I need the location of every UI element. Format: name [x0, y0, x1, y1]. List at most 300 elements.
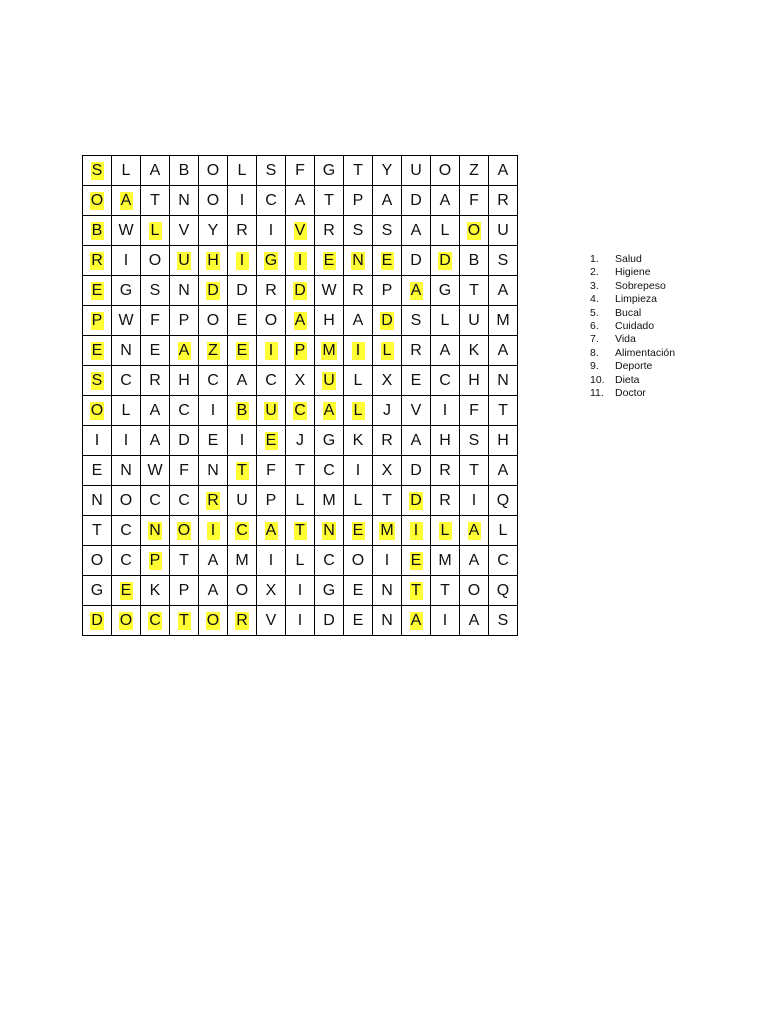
highlighted-letter: O — [467, 221, 481, 239]
grid-letter: D — [410, 461, 422, 479]
grid-cell — [228, 546, 257, 576]
grid-cell — [286, 156, 315, 186]
grid-cell — [402, 456, 431, 486]
grid-letter: A — [381, 191, 393, 209]
grid-letter: A — [497, 341, 509, 359]
grid-letter: H — [468, 371, 480, 389]
grid-cell — [83, 216, 112, 246]
grid-cell — [344, 366, 373, 396]
grid-letter: R — [265, 281, 277, 299]
grid-cell — [257, 456, 286, 486]
grid-letter: I — [123, 251, 129, 269]
grid-letter: Q — [496, 491, 510, 509]
grid-cell — [199, 276, 228, 306]
grid-cell — [83, 426, 112, 456]
grid-cell — [460, 336, 489, 366]
grid-cell — [228, 186, 257, 216]
grid-cell — [315, 486, 344, 516]
highlighted-letter: A — [468, 521, 480, 539]
grid-cell — [489, 216, 518, 246]
grid-letter: E — [236, 311, 248, 329]
grid-letter: V — [265, 611, 277, 629]
grid-letter: R — [323, 221, 335, 239]
grid-letter: I — [94, 431, 100, 449]
grid-letter: E — [91, 461, 103, 479]
grid-cell — [431, 486, 460, 516]
grid-cell — [431, 276, 460, 306]
grid-row — [83, 366, 518, 396]
grid-cell — [199, 306, 228, 336]
grid-cell — [431, 306, 460, 336]
grid-cell — [460, 426, 489, 456]
grid-letter: C — [120, 371, 132, 389]
word-list-word: Alimentación — [615, 346, 676, 359]
grid-letter: G — [438, 281, 452, 299]
grid-letter: F — [469, 401, 479, 419]
grid-letter: T — [92, 521, 102, 539]
grid-cell — [286, 186, 315, 216]
grid-cell — [286, 606, 315, 636]
grid-cell — [83, 246, 112, 276]
grid-cell — [402, 336, 431, 366]
highlighted-letter: A — [178, 341, 190, 359]
grid-cell — [373, 156, 402, 186]
grid-letter: R — [352, 281, 364, 299]
grid-letter: S — [497, 611, 509, 629]
grid-cell — [460, 396, 489, 426]
highlighted-letter: D — [439, 251, 451, 269]
grid-cell — [112, 486, 141, 516]
grid-letter: I — [384, 551, 390, 569]
grid-cell — [257, 546, 286, 576]
grid-cell — [286, 396, 315, 426]
grid-letter: A — [439, 341, 451, 359]
grid-cell — [286, 456, 315, 486]
grid-cell — [199, 246, 228, 276]
word-list-word: Dieta — [615, 373, 640, 386]
grid-letter: C — [178, 491, 190, 509]
grid-letter: L — [237, 161, 247, 179]
grid-letter: T — [150, 191, 160, 209]
grid-letter: R — [149, 371, 161, 389]
grid-letter: H — [178, 371, 190, 389]
highlighted-letter: A — [410, 281, 422, 299]
grid-cell — [344, 606, 373, 636]
grid-cell — [83, 606, 112, 636]
grid-letter: C — [497, 551, 509, 569]
grid-letter: C — [149, 491, 161, 509]
grid-row — [83, 576, 518, 606]
grid-cell — [199, 186, 228, 216]
highlighted-letter: L — [439, 522, 452, 540]
grid-letter: I — [239, 191, 245, 209]
grid-cell — [373, 606, 402, 636]
grid-letter: Y — [381, 161, 393, 179]
grid-letter: Z — [469, 161, 479, 179]
grid-letter: S — [149, 281, 161, 299]
grid-cell — [170, 156, 199, 186]
grid-letter: R — [439, 491, 451, 509]
grid-cell — [257, 156, 286, 186]
highlighted-letter: O — [90, 401, 104, 419]
grid-letter: C — [265, 191, 277, 209]
grid-cell — [431, 546, 460, 576]
highlighted-letter: E — [352, 521, 364, 539]
grid-cell — [286, 336, 315, 366]
highlighted-letter: T — [411, 581, 421, 599]
grid-letter: C — [207, 371, 219, 389]
grid-cell — [286, 486, 315, 516]
word-list-item — [590, 266, 675, 279]
highlighted-letter: D — [410, 491, 422, 509]
grid-cell — [344, 456, 373, 486]
highlighted-letter: A — [120, 191, 132, 209]
grid-cell — [344, 486, 373, 516]
highlighted-letter: E — [236, 341, 248, 359]
grid-row — [83, 486, 518, 516]
highlighted-letter: I — [410, 522, 423, 540]
grid-cell — [170, 426, 199, 456]
grid-cell — [199, 516, 228, 546]
grid-cell — [228, 216, 257, 246]
grid-letter: I — [210, 401, 216, 419]
grid-cell — [489, 186, 518, 216]
grid-cell — [170, 576, 199, 606]
grid-cell — [431, 366, 460, 396]
word-list-item — [590, 293, 675, 306]
grid-cell — [373, 216, 402, 246]
grid-cell — [489, 366, 518, 396]
grid-cell — [228, 396, 257, 426]
highlighted-letter: E — [120, 581, 132, 599]
grid-cell — [315, 546, 344, 576]
grid-letter: W — [147, 461, 163, 479]
grid-letter: U — [497, 221, 509, 239]
grid-cell — [228, 606, 257, 636]
grid-cell — [199, 546, 228, 576]
grid-letter: X — [381, 371, 393, 389]
grid-cell — [489, 606, 518, 636]
grid-cell — [112, 156, 141, 186]
highlighted-letter: I — [294, 252, 307, 270]
highlighted-letter: B — [236, 401, 248, 419]
grid-cell — [315, 216, 344, 246]
grid-letter: H — [323, 311, 335, 329]
grid-cell — [83, 366, 112, 396]
word-list — [590, 253, 675, 400]
grid-cell — [460, 156, 489, 186]
grid-letter: O — [148, 251, 162, 269]
grid-letter: W — [118, 221, 134, 239]
grid-cell — [228, 306, 257, 336]
grid-letter: A — [497, 461, 509, 479]
grid-letter: W — [118, 311, 134, 329]
word-list-item — [590, 374, 675, 387]
grid-cell — [489, 306, 518, 336]
grid-letter: T — [382, 491, 392, 509]
word-list-item — [590, 360, 675, 373]
grid-cell — [402, 396, 431, 426]
grid-cell — [431, 576, 460, 606]
grid-cell — [315, 276, 344, 306]
grid-cell — [257, 576, 286, 606]
word-list-word: Doctor — [615, 387, 646, 400]
grid-cell — [373, 516, 402, 546]
grid-letter: I — [268, 221, 274, 239]
grid-cell — [112, 606, 141, 636]
grid-letter: T — [498, 401, 508, 419]
grid-cell — [257, 216, 286, 246]
grid-letter: D — [410, 191, 422, 209]
grid-cell — [199, 426, 228, 456]
grid-cell — [315, 186, 344, 216]
grid-cell — [257, 186, 286, 216]
grid-cell — [460, 486, 489, 516]
highlighted-letter: Z — [208, 341, 218, 359]
grid-cell — [460, 576, 489, 606]
grid-letter: I — [355, 461, 361, 479]
grid-letter: T — [469, 461, 479, 479]
grid-letter: N — [381, 581, 393, 599]
grid-cell — [141, 366, 170, 396]
word-list-word: Vida — [615, 333, 636, 346]
grid-cell — [460, 246, 489, 276]
grid-cell — [344, 516, 373, 546]
grid-cell — [344, 336, 373, 366]
grid-cell — [315, 396, 344, 426]
grid-cell — [228, 486, 257, 516]
highlighted-letter: I — [236, 252, 249, 270]
grid-cell — [83, 276, 112, 306]
highlighted-letter: A — [410, 611, 422, 629]
grid-letter: I — [123, 431, 129, 449]
grid-cell — [315, 336, 344, 366]
highlighted-letter: L — [352, 402, 365, 420]
grid-letter: S — [497, 251, 509, 269]
grid-letter: I — [471, 491, 477, 509]
grid-cell — [460, 456, 489, 486]
grid-cell — [170, 306, 199, 336]
highlighted-letter: U — [178, 251, 190, 269]
grid-cell — [170, 606, 199, 636]
grid-cell — [286, 576, 315, 606]
grid-cell — [373, 576, 402, 606]
highlighted-letter: C — [236, 521, 248, 539]
grid-cell — [257, 486, 286, 516]
grid-row — [83, 516, 518, 546]
grid-letter: O — [90, 551, 104, 569]
grid-cell — [431, 396, 460, 426]
grid-letter: S — [352, 221, 364, 239]
grid-letter: N — [178, 191, 190, 209]
grid-letter: H — [439, 431, 451, 449]
grid-cell — [460, 546, 489, 576]
grid-letter: M — [322, 491, 336, 509]
grid-letter: I — [268, 551, 274, 569]
highlighted-letter: I — [265, 342, 278, 360]
grid-cell — [402, 246, 431, 276]
grid-cell — [286, 546, 315, 576]
word-list-number: 9. — [590, 360, 599, 373]
grid-cell — [83, 546, 112, 576]
grid-cell — [141, 186, 170, 216]
grid-cell — [402, 426, 431, 456]
grid-cell — [112, 276, 141, 306]
grid-cell — [112, 426, 141, 456]
grid-letter: I — [297, 611, 303, 629]
grid-cell — [83, 396, 112, 426]
grid-letter: I — [442, 611, 448, 629]
grid-letter: J — [383, 401, 391, 419]
grid-letter: A — [207, 581, 219, 599]
highlighted-letter: D — [91, 611, 103, 629]
grid-cell — [83, 486, 112, 516]
grid-cell — [460, 306, 489, 336]
grid-letter: O — [264, 311, 278, 329]
grid-cell — [199, 576, 228, 606]
grid-letter: T — [440, 581, 450, 599]
grid-cell — [373, 456, 402, 486]
grid-cell — [228, 336, 257, 366]
grid-letter: A — [149, 401, 161, 419]
grid-letter: A — [149, 161, 161, 179]
grid-cell — [402, 546, 431, 576]
grid-cell — [373, 306, 402, 336]
grid-letter: L — [295, 491, 305, 509]
grid-letter: E — [352, 611, 364, 629]
grid-cell — [460, 276, 489, 306]
grid-cell — [199, 156, 228, 186]
grid-cell — [83, 336, 112, 366]
grid-cell — [344, 186, 373, 216]
grid-letter: P — [352, 191, 364, 209]
grid-cell — [112, 456, 141, 486]
highlighted-letter: V — [294, 221, 306, 239]
grid-letter: L — [498, 521, 508, 539]
grid-letter: K — [352, 431, 364, 449]
highlighted-letter: C — [294, 401, 306, 419]
word-list-number: 4. — [590, 293, 599, 306]
grid-cell — [344, 246, 373, 276]
grid-letter: O — [206, 311, 220, 329]
highlighted-letter: L — [149, 222, 162, 240]
grid-letter: N — [381, 611, 393, 629]
grid-letter: D — [178, 431, 190, 449]
grid-letter: N — [207, 461, 219, 479]
grid-cell — [402, 486, 431, 516]
grid-cell — [141, 156, 170, 186]
grid-letter: F — [469, 191, 479, 209]
grid-letter: N — [91, 491, 103, 509]
grid-cell — [315, 306, 344, 336]
highlighted-letter: E — [265, 431, 277, 449]
word-list-number: 3. — [590, 279, 599, 292]
grid-letter: G — [90, 581, 104, 599]
grid-letter: E — [207, 431, 219, 449]
grid-cell — [112, 186, 141, 216]
grid-cell — [489, 546, 518, 576]
grid-letter: U — [410, 161, 422, 179]
grid-row — [83, 156, 518, 186]
grid-letter: A — [236, 371, 248, 389]
grid-cell — [431, 456, 460, 486]
highlighted-letter: O — [177, 521, 191, 539]
grid-cell — [315, 426, 344, 456]
word-list-word: Deporte — [615, 360, 653, 373]
highlighted-letter: E — [91, 341, 103, 359]
grid-letter: R — [439, 461, 451, 479]
grid-cell — [141, 396, 170, 426]
grid-letter: G — [322, 431, 336, 449]
grid-cell — [112, 546, 141, 576]
word-list-number: 6. — [590, 320, 599, 333]
grid-cell — [228, 456, 257, 486]
grid-cell — [257, 306, 286, 336]
highlighted-letter: B — [91, 221, 103, 239]
grid-cell — [112, 216, 141, 246]
grid-letter: N — [120, 461, 132, 479]
grid-cell — [460, 186, 489, 216]
grid-cell — [170, 216, 199, 246]
word-list-number: 11. — [590, 387, 604, 400]
grid-cell — [402, 576, 431, 606]
grid-cell — [228, 156, 257, 186]
highlighted-letter: E — [91, 281, 103, 299]
grid-letter: L — [295, 551, 305, 569]
grid-letter: M — [235, 551, 249, 569]
grid-cell — [431, 246, 460, 276]
grid-cell — [83, 576, 112, 606]
grid-row — [83, 396, 518, 426]
grid-cell — [460, 606, 489, 636]
grid-cell — [431, 186, 460, 216]
grid-letter: X — [265, 581, 277, 599]
grid-letter: L — [121, 161, 131, 179]
word-list-item — [590, 253, 675, 266]
grid-cell — [315, 366, 344, 396]
grid-cell — [373, 276, 402, 306]
word-list-word: Limpieza — [615, 293, 658, 306]
grid-cell — [228, 246, 257, 276]
highlighted-letter: E — [410, 551, 422, 569]
word-list-word: Sobrepeso — [615, 279, 666, 292]
grid-cell — [257, 426, 286, 456]
grid-letter: O — [235, 581, 249, 599]
grid-cell — [286, 246, 315, 276]
highlighted-letter: A — [323, 401, 335, 419]
grid-letter: S — [468, 431, 480, 449]
word-list-number: 8. — [590, 346, 599, 359]
grid-letter: O — [467, 581, 481, 599]
grid-cell — [402, 366, 431, 396]
grid-cell — [170, 336, 199, 366]
grid-letter: S — [265, 161, 277, 179]
highlighted-letter: N — [149, 521, 161, 539]
grid-cell — [141, 576, 170, 606]
grid-letter: L — [440, 221, 450, 239]
grid-letter: S — [410, 311, 422, 329]
grid-cell — [315, 246, 344, 276]
grid-row — [83, 456, 518, 486]
highlighted-letter: I — [207, 522, 220, 540]
grid-cell — [170, 276, 199, 306]
word-list-item — [590, 280, 675, 293]
grid-cell — [489, 516, 518, 546]
grid-cell — [286, 426, 315, 456]
grid-letter: A — [497, 281, 509, 299]
grid-letter: F — [179, 461, 189, 479]
grid-cell — [83, 186, 112, 216]
